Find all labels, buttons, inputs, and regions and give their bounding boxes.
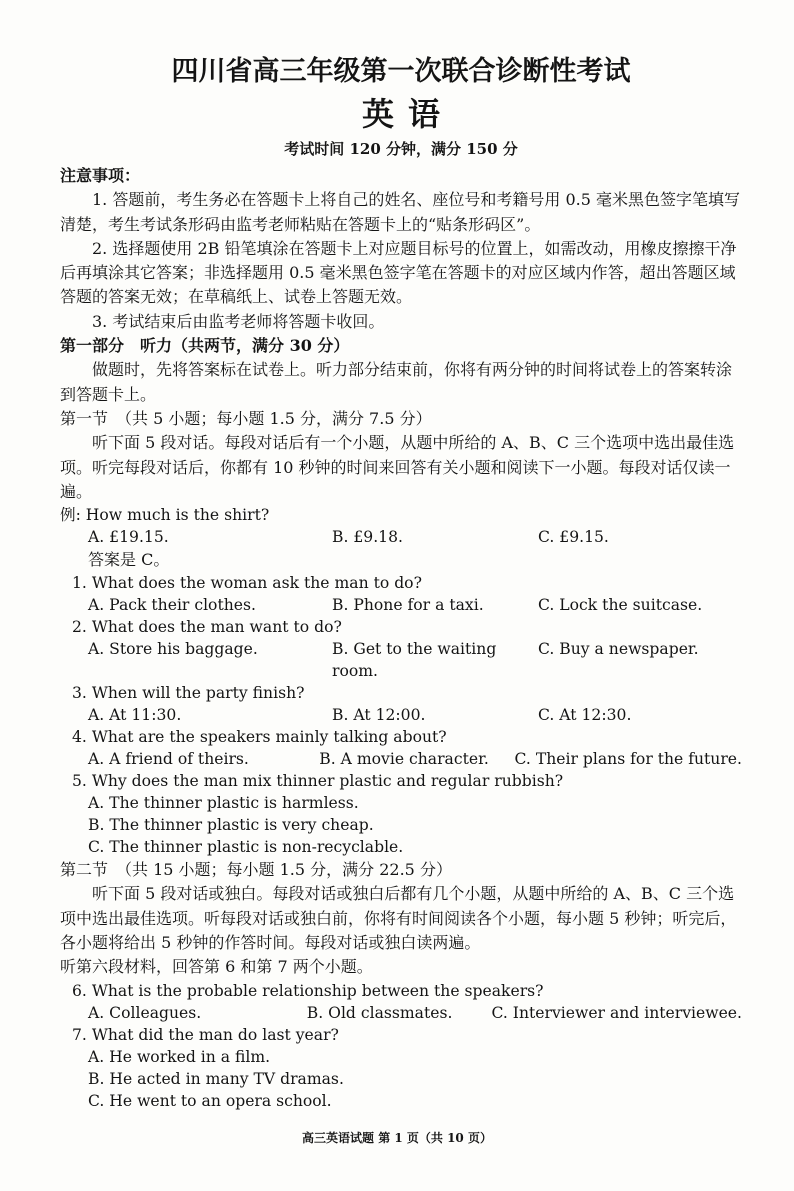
option-c: C. Their plans for the future.	[514, 750, 742, 769]
notice-item: 2. 选择题使用 2B 铅笔填涂在答题卡上对应题目标号的位置上，如需改动，用橡皮擦擦干净后再填涂其它答案；非选择题用 0.5 毫米黑色签字笔在答题卡的对应区域内作答，超出答题区域答题的答案无效；在草稿纸上、试卷上答题无效。	[60, 238, 737, 307]
option-a: A. He worked in a film.	[88, 1047, 271, 1066]
option-a: A. At 11:30.	[88, 706, 182, 725]
option-a: A. The thinner plastic is harmless.	[88, 794, 359, 813]
option-b: B. Get to the waiting room.	[332, 640, 497, 681]
material-intro: 听第六段材料，回答第 6 和第 7 两个小题。	[60, 957, 373, 977]
notice-item: 1. 答题前，考生务必在答题卡上将自己的姓名、座位号和考籍号用 0.5 毫米黑色签字笔填写清楚，考生考试条形码由监考老师粘贴在答题卡上的“贴条形码区”。	[60, 190, 740, 234]
option-b: B. Phone for a taxi.	[332, 596, 484, 615]
example-answer: 答案是 C。	[88, 550, 170, 570]
question-1: 1. What does the woman ask the man to do?	[72, 574, 422, 593]
example-question: 例: How much is the shirt?	[60, 506, 270, 525]
example-options	[60, 526, 742, 548]
notice-section	[60, 164, 742, 334]
page-content	[60, 54, 742, 1112]
section1-intro: 听下面 5 段对话。每段对话后有一个小题，从题中所给的 A、B、C 三个选项中选出最佳选项。听完每段对话后，你都有 10 秒钟的时间来回答有关小题和阅读下一小题。每段对话仅读一遍。	[60, 433, 735, 501]
page-footer: 高三英语试题 第 1 页（共 10 页）	[302, 1131, 492, 1145]
option-c: C. Interviewer and interviewee.	[491, 1003, 742, 1022]
section2-intro: 听下面 5 段对话或独白。每段对话或独白后都有几个小题，从题中所给的 A、B、C 三个选项中选出最佳选项。听每段对话或独白前，你将有时间阅读各个小题，每小题 5 秒钟；听完后，各小题将给出 5 秒钟的作答时间。每段对话或独白读两遍。	[60, 884, 737, 953]
option-b: B. A movie character.	[319, 750, 489, 769]
option-b: B. He acted in many TV dramas.	[88, 1069, 344, 1088]
option-b: B. £9.18.	[332, 528, 403, 547]
option-a: A. £19.15.	[88, 528, 169, 547]
section1-heading: 第一节 （共 5 小题；每小题 1.5 分，满分 7.5 分）	[60, 408, 432, 428]
option-a: A. Colleagues.	[88, 1003, 202, 1022]
question-6-options	[60, 1002, 742, 1024]
option-b: B. The thinner plastic is very cheap.	[88, 816, 374, 835]
part1-section	[60, 334, 742, 407]
part1-heading: 第一部分 听力（共两节，满分 30 分）	[60, 336, 350, 356]
section2-heading: 第二节 （共 15 小题；每小题 1.5 分，满分 22.5 分）	[60, 860, 452, 880]
question-4: 4. What are the speakers mainly talking about?	[72, 728, 447, 747]
notice-item: 3. 考试结束后由监考老师将答题卡收回。	[92, 311, 385, 331]
option-a: A. Store his baggage.	[88, 640, 258, 659]
option-c: C. £9.15.	[538, 528, 609, 547]
option-a: A. A friend of theirs.	[88, 750, 249, 769]
option-b: B. Old classmates.	[306, 1003, 453, 1022]
notice-heading: 注意事项：	[60, 166, 141, 185]
option-c: C. At 12:30.	[538, 706, 632, 725]
option-b: B. At 12:00.	[332, 706, 426, 725]
option-a: A. Pack their clothes.	[88, 596, 256, 615]
question-3: 3. When will the party finish?	[72, 684, 305, 703]
question-2: 2. What does the man want to do?	[72, 618, 342, 637]
question-5: 5. Why does the man mix thinner plastic and regular rubbish?	[72, 772, 564, 791]
section1	[60, 407, 742, 858]
exam-info: 考试时间 120 分钟，满分 150 分	[284, 140, 518, 158]
option-c: C. He went to an opera school.	[88, 1091, 332, 1110]
option-c: C. Buy a newspaper.	[538, 640, 699, 659]
section2	[60, 858, 742, 1111]
question-1-options	[60, 594, 742, 616]
question-7: 7. What did the man do last year?	[72, 1025, 339, 1044]
part1-intro: 做题时，先将答案标在试卷上。听力部分结束前，你将有两分钟的时间将试卷上的答案转涂到答题卡上。	[60, 360, 733, 404]
question-2-options	[60, 638, 742, 682]
exam-title: 四川省高三年级第一次联合诊断性考试	[171, 56, 631, 87]
question-6: 6. What is the probable relationship between the speakers?	[72, 981, 544, 1000]
question-3-options	[60, 704, 742, 726]
option-c: C. The thinner plastic is non-recyclable.	[88, 838, 404, 857]
question-4-options	[60, 748, 742, 770]
option-c: C. Lock the suitcase.	[538, 596, 703, 615]
subject-title: 英语	[361, 95, 454, 133]
